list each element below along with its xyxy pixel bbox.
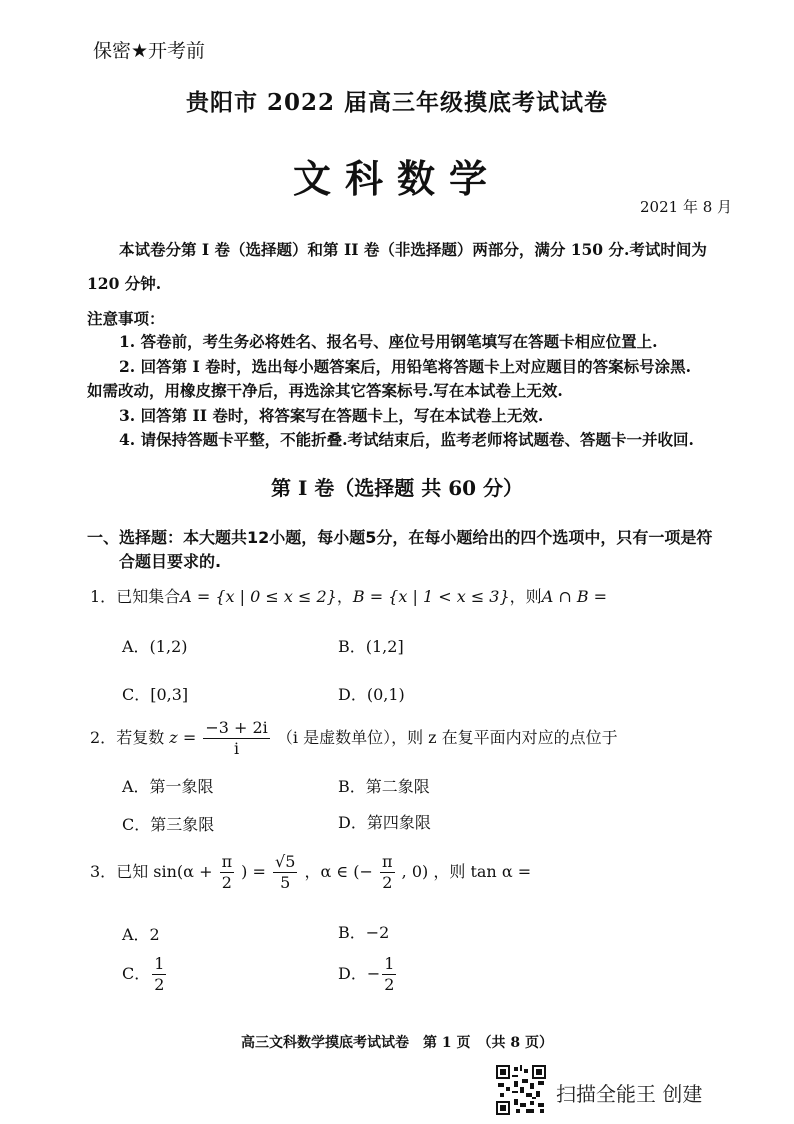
complex-fraction <box>203 718 269 759</box>
option-label: C． <box>122 964 151 983</box>
question-text: （i 是虚数单位），则 z 在复平面内对应的点位于 <box>276 728 618 747</box>
option-fraction <box>152 954 166 995</box>
sin-close: ) = <box>241 862 266 881</box>
fraction-numerator: π <box>221 852 233 871</box>
question-number: 1． <box>90 587 117 606</box>
fraction-numerator: √5 <box>275 852 296 871</box>
page-footer: 高三文科数学摸底考试试卷 第 1 页 （共 8 页） <box>241 1035 553 1051</box>
scanner-watermark: 扫描全能王 创建 <box>556 1082 703 1106</box>
q2-option-d: D．第四象限 <box>338 813 431 832</box>
range-close: , 0) <box>401 862 429 881</box>
q3-option-b: B．−2 <box>338 923 390 942</box>
separator: ， <box>336 587 353 606</box>
q2-option-c: C．第三象限 <box>122 815 215 834</box>
option-label: D．− <box>338 964 381 983</box>
qr-code-icon <box>496 1065 546 1115</box>
question-number: 2． <box>90 728 117 747</box>
confidential-label: 保密★开考前 <box>93 40 206 62</box>
sqrt5-over-5 <box>273 852 297 893</box>
question-text: 已知 <box>116 862 149 881</box>
q1-option-a: A．(1,2) <box>122 637 188 656</box>
q1-option-c: C．[0,3] <box>122 685 189 704</box>
sin-open: sin(α + <box>153 862 213 881</box>
part-1-title: 第 I 卷（选择题 共 60 分） <box>270 476 523 500</box>
section-1-instructions-cont: 合题目要求的. <box>119 552 222 571</box>
complex-lhs: z = <box>169 728 197 747</box>
question-text: 已知集合 <box>116 587 181 606</box>
fraction-denominator: i <box>233 739 240 758</box>
tan-expr: tan α = <box>470 862 532 881</box>
q3-option-a: A．2 <box>122 925 160 944</box>
question-text: 若复数 <box>116 728 165 747</box>
fraction-numerator: π <box>382 852 393 871</box>
q1-option-d: D．(0,1) <box>338 685 405 704</box>
intro-line-1: 本试卷分第 I 卷（选择题）和第 II 卷（非选择题）两部分，满分 150 分.考试时间为 <box>119 240 707 259</box>
q2-option-a: A．第一象限 <box>122 777 214 796</box>
question-number: 3． <box>90 862 117 881</box>
question-1 <box>90 584 607 607</box>
exam-title: 贵阳市 2022 届高三年级摸底考试试卷 <box>185 89 609 116</box>
notes-heading: 注意事项： <box>87 309 165 328</box>
note-4: 4. 请保持答题卡平整，不能折叠.考试结束后，监考老师将试题卷、答题卡一并收回. <box>119 430 694 449</box>
question-3 <box>90 852 531 893</box>
note-2: 2. 回答第 I 卷时，选出每小题答案后，用铅笔将答题卡上对应题目的答案标号涂黑. <box>119 357 692 376</box>
exam-date: 2021 年 8 月 <box>640 198 733 216</box>
pi-over-2-range <box>380 852 395 893</box>
intersection-expr: A ∩ B = <box>541 587 608 606</box>
q3-option-c <box>122 954 168 995</box>
question-2 <box>90 718 618 759</box>
fraction-numerator: 1 <box>154 954 165 973</box>
fraction-numerator: −3 + 2i <box>205 718 268 737</box>
fraction-denominator: 2 <box>384 975 395 994</box>
set-b: B = {x | 1 < x ≤ 3} <box>352 587 510 606</box>
pi-over-2 <box>220 852 235 893</box>
note-1: 1. 答卷前，考生务必将姓名、报名号、座位号用钢笔填写在答题卡相应位置上. <box>119 332 658 351</box>
fraction-denominator: 2 <box>382 873 393 892</box>
fraction-denominator: 5 <box>280 873 291 892</box>
note-3: 3. 回答第 II 卷时，将答案写在答题卡上，写在本试卷上无效. <box>119 406 544 425</box>
section-1-instructions: 一、选择题：本大题共12小题，每小题5分，在每小题给出的四个选项中，只有一项是符 <box>87 528 713 547</box>
option-fraction <box>382 954 396 995</box>
subject-title: 文科数学 <box>292 156 501 201</box>
fraction-denominator: 2 <box>154 975 165 994</box>
q1-option-b: B．(1,2] <box>338 637 404 656</box>
fraction-denominator: 2 <box>221 873 232 892</box>
set-a: A = {x | 0 ≤ x ≤ 2} <box>180 587 337 606</box>
question-text: ，则 <box>509 587 542 606</box>
intro-line-2: 120 分钟. <box>87 274 162 293</box>
note-2-cont: 如需改动，用橡皮擦干净后，再选涂其它答案标号.写在本试卷上无效. <box>87 381 563 400</box>
q3-option-d <box>338 954 398 995</box>
question-text: ，则 <box>433 862 466 881</box>
q2-option-b: B．第二象限 <box>338 777 430 796</box>
fraction-numerator: 1 <box>384 954 395 973</box>
alpha-range: ，α ∈ (− <box>304 862 373 881</box>
